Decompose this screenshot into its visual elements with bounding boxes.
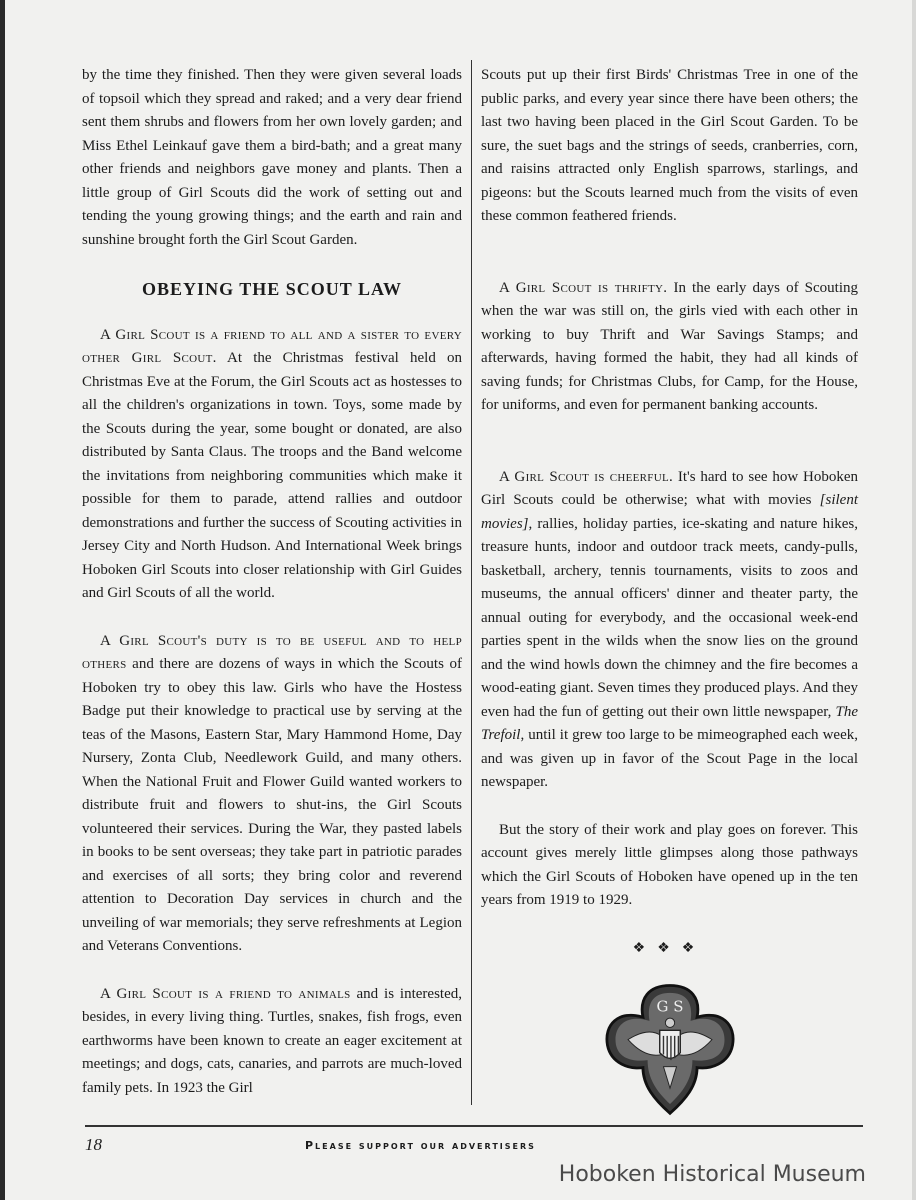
- paragraph-body: In the early days of Scouting when the war was still on, the girls vied with each other in working to buy Thrift and War Savings Stamps; and afterwards, having formed the habit, they had all kinds of saving funds; for Christmas Clubs, for Camp, for the House, for uniforms, and even for permanent banking accounts.: [481, 279, 858, 413]
- emblem-lettering: G S: [656, 997, 683, 1016]
- paragraph-body: At the Christmas festival held on Christmas Eve at the Forum, the Girl Scouts act as hostesses to all the children's organizations in town. Toys, some made by the Scouts during the year, some bought or donated, are also distributed by Santa Claus. The troops and the Band welcome the invitations from neighboring communities which make it possible for them to parade, attend rallies and outdoor demonstrations and further the success of Scouting activities in Jersey City and North Hudson. And International Week brings Hoboken Girl Scouts into closer relationship with Girl Guides and Girl Scouts of all the world.: [82, 350, 462, 601]
- section-heading: OBEYING THE SCOUT LAW: [142, 279, 402, 299]
- page-number: 18: [85, 1135, 102, 1154]
- paragraph-cheerful: [481, 466, 858, 795]
- paragraph-animals: [82, 983, 462, 1101]
- lead-in: A Girl Scout is a friend to all and a sister to every other Girl Scout.: [82, 326, 462, 366]
- girl-scout-trefoil-emblem-icon: [600, 978, 740, 1118]
- lead-in: A Girl Scout is a friend to animals: [100, 985, 351, 1002]
- paragraph-body: and is interested, besides, in every living thing. Turtles, snakes, fish frogs, even earthworms have been known to create an eager excitement at meetings; and dogs, cats, canaries, and parrots are much-loved family pets. In 1923 the Girl: [82, 985, 462, 1096]
- museum-watermark: Hoboken Historical Museum: [558, 1162, 866, 1187]
- lead-in: A Girl Scout is cheerful.: [499, 468, 674, 485]
- footer-rule: [85, 1125, 863, 1127]
- intro-paragraph: by the time they finished. Then they were given several loads of topsoil which they spread and raked; and a very dear friend sent them shrubs and flowers from her own lovely garden; and Miss Ethel Leinkauf gave them a bird-bath; and a great many other friends and neighbors gave money and plants. Then a little group of Girl Scouts did the work of setting out and tending the young growing things; and the earth and rain and sunshine brought forth the Girl Scout Garden.: [82, 67, 462, 248]
- paragraph-thrifty: [481, 277, 858, 418]
- right-column: [481, 64, 858, 1118]
- column-divider: [471, 60, 472, 1105]
- footer-text: Please support our advertisers: [305, 1139, 536, 1152]
- italic-note: [silent movies]: [481, 492, 858, 532]
- paragraph-body: and there are dozens of ways in which the Scouts of Hoboken try to obey this law. Girls who have the Hostess Badge put their knowledge to practical use by serving at the teas of the Masons, Eastern Star, Mary Hammond Home, Day Nursery, Zonta Club, Needlework Guild, and many others. When the National Fruit and Flower Guild wanted workers to distribute fruit and flowers to shut-ins, the Girl Scouts volunteered their services. During the War, they pasted labels in books to be sent overseas; they take part in patriotic parades and exercises of all sorts; they bring color and reverend attention to Decoration Day services in church and the unveiling of war memorials; they serve refreshments at Legion and Veterans Conventions.: [82, 656, 462, 954]
- paragraph-body: It's hard to see how Hoboken Girl Scouts could be otherwise; what with movies: [481, 468, 858, 508]
- lead-in: A Girl Scout is thrifty.: [499, 279, 668, 296]
- scan-edge-right: [912, 0, 916, 1200]
- ornament-divider: ❖❖❖: [632, 940, 707, 956]
- closing-paragraph: But the story of their work and play goes on forever. This account gives merely little glimpses along those pathways which the Girl Scouts of Hoboken have opened up in the ten years from 1919 to 1929.: [481, 821, 858, 908]
- intro-paragraph: Scouts put up their first Birds' Christmas Tree in one of the public parks, and every year since there have been others; the last two having been placed in the Girl Scout Garden. To be sure, the suet bags and the strings of seeds, cranberries, corn, and raisins attracted only English sparrows, starlings, and pigeons: but the Scouts learned much from the visits of even these common feathered friends.: [481, 67, 858, 224]
- lead-in: A Girl Scout's duty is to be useful and to help others: [82, 632, 462, 672]
- paragraph-body: , until it grew too large to be mimeographed each week, and was given up in favor of the Scout Page in the local newspaper.: [481, 727, 858, 790]
- paragraph-useful: [82, 630, 462, 959]
- left-column: [82, 64, 462, 1124]
- newspaper-title: The Trefoil: [481, 703, 858, 743]
- paragraph-friend-to-all: [82, 324, 462, 606]
- paragraph-body: , rallies, holiday parties, ice-skating and nature hikes, treasure hunts, indoor and outdoor track meets, candy-pulls, basketball, archery, tennis tournaments, visits to zoos and museums, the annual officers' dinner and theater party, the annual outing for everybody, and the occasional week-end parties spent in the wilds when the snow lies on the ground and the wind howls down the chimney and the fire becomes a wood-eating giant. Seven times they produced plays. And they even had the fun of getting out their own little newspaper,: [481, 515, 858, 720]
- scan-edge-left: [0, 0, 5, 1200]
